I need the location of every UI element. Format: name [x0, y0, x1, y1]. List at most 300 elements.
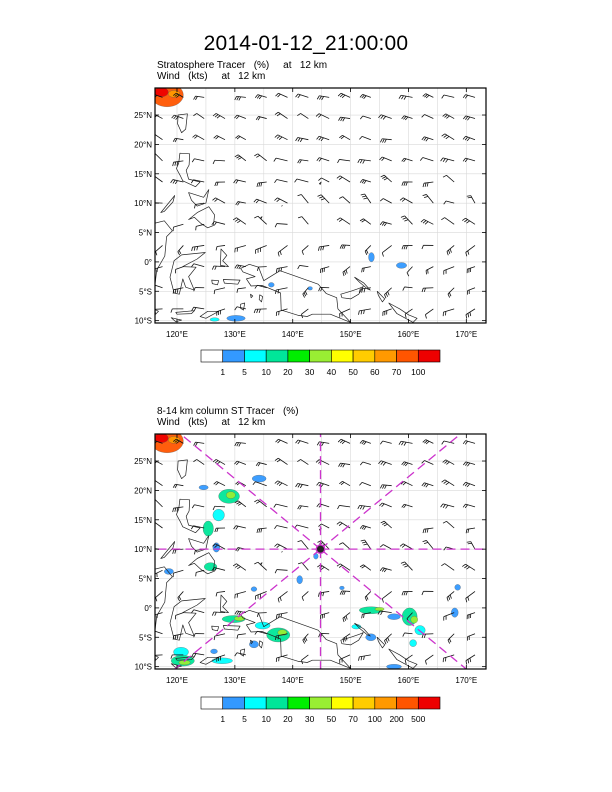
- wind-barb: [234, 115, 245, 119]
- wind-barb: [178, 591, 184, 601]
- wind-barb: [192, 245, 205, 251]
- wind-barb-shaft: [359, 655, 371, 657]
- wind-barb-flag: [192, 653, 194, 656]
- wind-barb: [173, 224, 183, 231]
- wind-barb-flag: [197, 246, 198, 250]
- wind-barb-flag: [467, 484, 470, 487]
- wind-barb-flag: [175, 162, 176, 166]
- wind-barb: [214, 481, 225, 485]
- wind-barb-flag: [425, 661, 426, 665]
- wind-barb-shaft: [405, 287, 413, 288]
- wind-barb-shaft: [303, 288, 309, 294]
- wind-barb-flag: [425, 222, 428, 225]
- wind-barb-flag: [259, 96, 261, 99]
- wind-barb-flag: [339, 543, 343, 545]
- wind-barb: [441, 564, 454, 571]
- wind-barb-shaft: [178, 591, 184, 597]
- wind-barb: [466, 591, 475, 602]
- wind-barb-shaft: [152, 459, 162, 464]
- wind-barb-flag: [254, 154, 257, 156]
- wind-barb: [235, 155, 246, 161]
- wind-barb-flag: [258, 117, 260, 120]
- wind-barb-flag: [298, 541, 302, 542]
- wind-barb: [343, 267, 350, 276]
- wind-barb: [295, 525, 309, 528]
- wind-barb-shaft: [194, 505, 204, 507]
- lat-tick-label: 20°N: [134, 140, 152, 150]
- wind-barb-shaft: [156, 245, 163, 251]
- wind-barb-shaft: [297, 179, 308, 182]
- wind-barb: [298, 217, 308, 225]
- wind-barb: [401, 216, 413, 224]
- wind-barb-flag: [421, 219, 424, 222]
- wind-barb: [463, 504, 475, 508]
- wind-barb: [442, 480, 455, 486]
- colorbar-label: 5: [242, 714, 247, 724]
- wind-barb-flag: [399, 441, 401, 444]
- wind-barb: [380, 139, 391, 143]
- wind-barb-flag: [275, 458, 278, 460]
- wind-barb-flag: [446, 505, 448, 508]
- wind-barb: [426, 267, 433, 275]
- wind-barb-flag: [384, 524, 388, 526]
- wind-barb-flag: [337, 564, 340, 566]
- wind-barb-flag: [404, 96, 406, 99]
- wind-barb-flag: [217, 182, 218, 186]
- wind-barb-shaft: [276, 504, 287, 507]
- wind-barb-flag: [463, 504, 465, 507]
- wind-barb-flag: [278, 253, 279, 257]
- wind-barb-flag: [422, 483, 424, 486]
- wind-barb: [194, 634, 205, 638]
- wind-barb-shaft: [301, 113, 309, 118]
- wind-barb-shaft: [363, 116, 371, 119]
- wind-barb-flag: [256, 501, 259, 503]
- wind-barb-flag: [255, 95, 257, 98]
- wind-barb: [448, 288, 454, 298]
- wind-barb-shaft: [319, 114, 329, 119]
- wind-barb-flag: [425, 183, 426, 187]
- wind-barb-shaft: [278, 245, 287, 252]
- colorbar-label: 10: [261, 367, 271, 377]
- wind-barb: [317, 482, 330, 487]
- wind-barb-flag: [318, 195, 322, 197]
- wind-barb: [150, 498, 162, 506]
- wind-barb-flag: [237, 611, 239, 614]
- wind-barb-flag: [276, 614, 277, 618]
- wind-barb-shaft: [276, 288, 287, 290]
- wind-barb: [339, 117, 350, 121]
- wind-barb: [173, 288, 183, 294]
- coastline-taiwan: [178, 460, 188, 479]
- wind-barb-flag: [402, 116, 405, 119]
- lon-tick-label: 150°E: [339, 676, 362, 685]
- wind-barb-flag: [276, 93, 279, 96]
- wind-barb-shaft: [363, 565, 370, 571]
- wind-barb: [359, 655, 371, 661]
- wind-barb-shaft: [424, 528, 433, 529]
- coastline-sumba: [171, 318, 181, 322]
- tracer-contour: [411, 616, 418, 623]
- tracer-contour: [212, 658, 233, 664]
- wind-barb-flag: [386, 293, 388, 297]
- wind-barb-flag: [178, 252, 180, 256]
- wind-barb-shaft: [276, 158, 287, 161]
- wind-barb-flag: [401, 442, 403, 445]
- wind-barb-flag: [275, 112, 278, 114]
- wind-barb-flag: [298, 195, 302, 196]
- wind-barb-flag: [215, 182, 216, 186]
- wind-barb-flag: [317, 504, 320, 507]
- wind-barb-flag: [254, 199, 257, 202]
- wind-barb-shaft: [340, 522, 350, 528]
- wind-barb-flag: [304, 293, 306, 297]
- wind-barb-flag: [364, 614, 365, 618]
- wind-barb-flag: [274, 525, 276, 528]
- wind-barb: [399, 95, 413, 99]
- wind-barb-shaft: [196, 135, 205, 140]
- wind-barb-flag: [341, 482, 344, 485]
- lon-tick-label: 120°E: [166, 330, 188, 339]
- wind-barb-shaft: [278, 458, 287, 464]
- colorbar-swatch: [353, 697, 375, 709]
- wind-barb: [256, 116, 267, 120]
- wind-barb: [443, 309, 454, 316]
- wind-barb: [381, 175, 392, 182]
- wind-barb-flag: [441, 158, 443, 161]
- wind-barb-flag: [388, 638, 390, 642]
- wind-barb: [442, 134, 455, 140]
- wind-barb-flag: [361, 194, 365, 195]
- wind-barb-flag: [464, 220, 467, 222]
- wind-barb-flag: [237, 443, 239, 447]
- wind-barb: [298, 160, 309, 164]
- lat-tick-label: 0°: [144, 603, 152, 613]
- wind-barb: [444, 267, 454, 275]
- wind-barb-flag: [462, 564, 465, 566]
- wind-barb-flag: [401, 562, 405, 564]
- wind-barb-flag: [343, 272, 344, 276]
- wind-barb-shaft: [152, 113, 162, 118]
- top-colorbar: [201, 350, 440, 377]
- wind-barb: [193, 135, 205, 140]
- wind-barb: [400, 544, 412, 549]
- wind-barb-shaft: [194, 610, 204, 613]
- wind-barb-shaft: [238, 634, 246, 635]
- wind-barb-flag: [254, 562, 258, 564]
- colorbar-swatch: [375, 350, 397, 362]
- wind-barb: [317, 158, 329, 162]
- storm-ray: [321, 395, 508, 549]
- wind-barb-flag: [193, 113, 196, 115]
- lon-tick-label: 130°E: [223, 676, 246, 685]
- wind-barb-flag: [380, 222, 382, 225]
- top-panel-label-line2: Wind (kts) at 12 km: [157, 71, 266, 82]
- wind-barb-shaft: [339, 159, 350, 160]
- wind-barb-flag: [150, 498, 154, 500]
- wind-barb: [173, 634, 183, 640]
- wind-barb: [423, 94, 434, 98]
- wind-barb-shaft: [426, 540, 433, 549]
- wind-barb: [317, 96, 329, 100]
- tracer-contour: [386, 664, 401, 669]
- wind-barb-flag: [321, 247, 322, 251]
- wind-barb: [152, 570, 162, 579]
- lon-tick-label: 150°E: [339, 330, 362, 339]
- wind-barb-shaft: [362, 267, 371, 269]
- tracer-contour: [234, 616, 244, 621]
- wind-barb-shaft: [173, 224, 183, 227]
- wind-barb-flag: [236, 180, 238, 183]
- wind-barb-flag: [360, 219, 363, 221]
- wind-barb-shaft: [215, 288, 225, 290]
- wind-barb-flag: [441, 504, 443, 507]
- wind-barb: [297, 113, 308, 118]
- wind-barb-shaft: [302, 217, 308, 225]
- lat-tick-label: 5°S: [139, 633, 152, 643]
- wind-barb: [278, 591, 287, 602]
- wind-barb-shaft: [255, 482, 266, 486]
- wind-barb-flag: [194, 442, 196, 445]
- wind-barb-flag: [463, 116, 465, 119]
- wind-barb: [212, 612, 225, 616]
- wind-barb-shaft: [301, 309, 308, 314]
- wind-barb-shaft: [466, 245, 475, 252]
- wind-barb-flag: [237, 567, 240, 569]
- wind-barb-shaft: [466, 218, 475, 224]
- wind-barb-flag: [191, 264, 193, 267]
- wind-barb-flag: [441, 564, 444, 566]
- lat-tick-label: 5°N: [138, 228, 152, 238]
- colorbar-swatch: [353, 350, 375, 362]
- wind-barb: [193, 113, 204, 118]
- wind-barb-flag: [156, 598, 157, 602]
- wind-barb-flag: [343, 464, 345, 467]
- wind-barb: [338, 439, 350, 444]
- wind-barb-flag: [446, 159, 448, 162]
- colorbar-label: 50: [326, 714, 337, 724]
- coastline-seram: [223, 626, 240, 631]
- coastline-bougainville: [377, 291, 385, 302]
- wind-barb-shaft: [467, 613, 475, 616]
- wind-barb-flag: [362, 196, 366, 197]
- wind-barb-flag: [296, 138, 298, 141]
- wind-barb: [339, 543, 350, 550]
- coastline-aru: [259, 295, 262, 302]
- wind-barb-shaft: [405, 309, 412, 314]
- wind-barb: [295, 179, 309, 182]
- wind-barb-flag: [318, 247, 319, 251]
- wind-barb-flag: [257, 95, 259, 98]
- coastline-borneo: [155, 221, 172, 285]
- wind-barb-flag: [257, 613, 258, 617]
- wind-barb-flag: [194, 96, 196, 99]
- lat-tick-label: 10°N: [134, 199, 152, 209]
- wind-barb-flag: [443, 505, 445, 508]
- wind-barb: [296, 440, 309, 444]
- wind-barb: [380, 199, 392, 204]
- wind-barb-shaft: [197, 459, 204, 464]
- wind-barb: [378, 115, 391, 120]
- wind-barb: [360, 462, 371, 465]
- wind-barb-flag: [319, 96, 321, 99]
- wind-barb: [422, 137, 434, 141]
- wind-barb-flag: [360, 179, 362, 182]
- wind-barb: [402, 116, 413, 120]
- wind-barb-shaft: [174, 507, 184, 508]
- wind-barb-flag: [361, 540, 365, 541]
- wind-barb: [380, 485, 391, 489]
- wind-barb-flag: [404, 246, 405, 250]
- wind-barb-flag: [278, 94, 281, 97]
- lat-tick-label: 20°N: [134, 486, 152, 496]
- wind-barb-flag: [365, 251, 367, 255]
- wind-barb-flag: [300, 160, 302, 163]
- wind-barb-flag: [152, 440, 155, 443]
- wind-barb-flag: [214, 481, 217, 484]
- wind-barb-shaft: [174, 634, 184, 636]
- wind-barb: [298, 506, 309, 510]
- wind-barb: [150, 521, 162, 528]
- wind-barb-flag: [175, 508, 176, 512]
- wind-barb-flag: [256, 116, 258, 119]
- wind-barb-flag: [385, 485, 387, 489]
- wind-barb: [443, 521, 454, 528]
- wind-barb-flag: [384, 223, 386, 226]
- wind-barb-flag: [303, 640, 305, 644]
- wind-barb: [359, 136, 370, 139]
- wind-barb-flag: [298, 506, 300, 509]
- wind-barb: [275, 570, 287, 574]
- wind-barb: [302, 245, 308, 254]
- wind-barb: [401, 562, 413, 570]
- colorbar-swatch: [331, 697, 353, 709]
- wind-barb-flag: [466, 567, 469, 569]
- wind-barb: [407, 267, 413, 277]
- wind-barb-flag: [344, 271, 345, 275]
- wind-barb: [256, 245, 267, 253]
- wind-barb: [173, 570, 183, 577]
- wind-barb: [463, 95, 475, 99]
- colorbar-swatch: [244, 350, 266, 362]
- wind-barb: [421, 219, 433, 224]
- lat-tick-label: 15°N: [134, 515, 152, 525]
- wind-barb: [384, 288, 391, 298]
- wind-barb-shaft: [178, 245, 184, 251]
- wind-barb-flag: [212, 198, 215, 201]
- wind-barb-flag: [216, 592, 217, 596]
- wind-barb: [257, 182, 267, 187]
- wind-barb-flag: [297, 113, 300, 115]
- wind-barb: [425, 655, 433, 665]
- wind-barb: [234, 526, 246, 530]
- wind-barb-flag: [359, 657, 360, 661]
- wind-barb: [196, 224, 205, 230]
- wind-barb-flag: [343, 618, 344, 622]
- wind-barb: [217, 309, 225, 316]
- wind-barb-flag: [323, 246, 324, 250]
- wind-barb-shaft: [468, 634, 475, 637]
- colorbar-label: 1: [220, 367, 226, 377]
- wind-barb-flag: [195, 442, 197, 445]
- wind-barb-flag: [171, 309, 172, 313]
- wind-barb-shaft: [342, 481, 350, 485]
- wind-barb: [150, 133, 163, 140]
- wind-barb-flag: [301, 314, 302, 318]
- wind-barb-flag: [215, 612, 217, 616]
- wind-barb-flag: [237, 265, 239, 268]
- wind-barb: [212, 198, 225, 203]
- wind-barb-flag: [361, 656, 362, 660]
- wind-barb-flag: [338, 93, 341, 96]
- colorbar-swatch: [331, 350, 353, 362]
- wind-barb: [274, 158, 288, 161]
- wind-barb-flag: [388, 292, 390, 296]
- wind-barb: [237, 288, 246, 293]
- wind-barb-flag: [342, 245, 344, 249]
- wind-barb: [275, 135, 288, 140]
- wind-barb-flag: [214, 135, 217, 138]
- wind-barb-flag: [463, 441, 465, 444]
- wind-barb-shaft: [196, 570, 204, 572]
- wind-barb-flag: [275, 481, 278, 484]
- wind-barb-shaft: [384, 521, 391, 528]
- wind-barb-flag: [468, 529, 469, 533]
- wind-barb-flag: [340, 94, 343, 97]
- wind-barb-shaft: [321, 195, 329, 203]
- wind-barb: [378, 611, 392, 615]
- wind-barb: [337, 505, 350, 509]
- lon-tick-label: 170°E: [455, 676, 478, 685]
- wind-barb: [402, 182, 413, 186]
- wind-barb-flag: [359, 311, 360, 315]
- wind-barb-shaft: [215, 506, 225, 507]
- wind-barb: [156, 591, 163, 601]
- wind-barb: [403, 287, 413, 291]
- wind-barb-flag: [317, 136, 320, 139]
- wind-barb-flag: [337, 176, 340, 178]
- wind-barb: [173, 549, 184, 554]
- wind-barb-flag: [192, 247, 193, 251]
- wind-barb-shaft: [277, 224, 288, 225]
- wind-barb-flag: [386, 639, 388, 643]
- top-panel-label-line1: Stratosphere Tracer (%) at 12 km: [157, 60, 328, 71]
- wind-barb-flag: [256, 200, 259, 203]
- tracer-contour: [211, 649, 218, 654]
- wind-barb: [441, 504, 455, 509]
- wind-barb-shaft: [384, 175, 391, 182]
- wind-barb-flag: [449, 596, 450, 600]
- wind-barb-flag: [192, 505, 194, 508]
- wind-barb-flag: [364, 268, 365, 272]
- wind-barb: [296, 94, 309, 98]
- tracer-contour: [227, 315, 246, 321]
- wind-barb-flag: [403, 564, 407, 566]
- wind-barb: [360, 219, 371, 225]
- colorbar-label: 70: [348, 714, 358, 724]
- wind-barb: [422, 483, 434, 487]
- wind-barb-shaft: [156, 591, 163, 597]
- wind-barb-flag: [400, 544, 403, 547]
- wind-barb: [362, 267, 371, 273]
- wind-barb-flag: [173, 508, 174, 512]
- wind-barb-flag: [381, 175, 385, 177]
- wind-barb: [276, 439, 288, 443]
- wind-barb-flag: [319, 287, 321, 291]
- wind-barb-flag: [177, 635, 178, 639]
- wind-barb-flag: [339, 481, 342, 484]
- wind-barb-shaft: [383, 199, 391, 204]
